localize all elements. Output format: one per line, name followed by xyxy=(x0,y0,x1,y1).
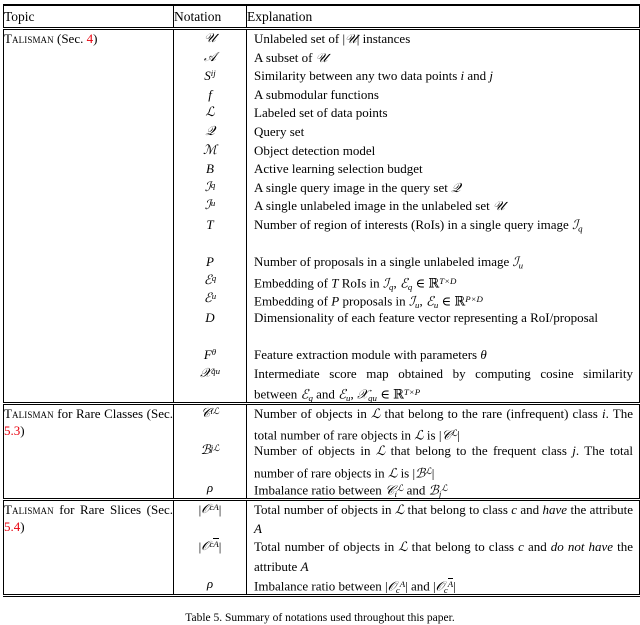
notation-symbol: 𝒳 qu xyxy=(199,365,220,381)
section-reference-link[interactable]: 4 xyxy=(86,31,94,46)
explanation-text: Number of proposals in a single unlabeled image ℐ$_u$ xyxy=(254,254,524,271)
explanation-text: Active learning selection budget xyxy=(254,161,423,177)
notation-table xyxy=(3,4,640,597)
table-bottom-rule-row xyxy=(4,595,640,597)
explanation-text: A subset of 𝒰 xyxy=(254,49,328,66)
topic-cell-rare-slices xyxy=(4,499,174,595)
table-section-rare-slices xyxy=(4,499,640,595)
explanation-text: Imbalance ratio between 𝒞$_i^ℒ$ and ℬ$_j^ℒ$ xyxy=(254,482,448,500)
notation-symbol: ρ xyxy=(206,576,214,592)
notation-symbol: B xyxy=(206,161,214,177)
explanation-text: Total number of objects in ℒ that belong to class c and do not have the attribute A xyxy=(254,539,633,574)
explanation-cell-rare-classes xyxy=(247,403,640,499)
table-section-talisman xyxy=(4,29,640,404)
topic-label-mid: (Sec. xyxy=(53,31,87,46)
notation-symbol: 𝒜 xyxy=(203,49,217,65)
topic-label-name: Talisman xyxy=(4,405,54,421)
topic-label-name: Talisman xyxy=(4,501,54,517)
section-reference-link[interactable]: 5.3 xyxy=(4,422,21,438)
notation-symbol: ℐ q xyxy=(204,179,216,195)
table-caption: Table 5. Summary of notations used throughout this paper. xyxy=(185,612,455,624)
explanation-text: A single unlabeled image in the unlabeled set 𝒰 xyxy=(254,198,505,215)
explanation-cell-rare-slices xyxy=(247,499,640,595)
notation-symbol: S $^{ij}$ xyxy=(204,68,216,84)
notation-symbol: ℒ xyxy=(205,105,215,121)
topic-cell-rare-classes xyxy=(4,403,174,499)
paper-page xyxy=(0,4,640,624)
table-bottom-rule xyxy=(4,595,640,597)
notation-symbol: ℰ q xyxy=(203,272,217,288)
topic-label-mid: for Rare Slices (Sec. xyxy=(53,501,173,517)
notation-symbol: 𝒰 xyxy=(204,31,216,46)
explanation-text: Similarity between any two data points i and j xyxy=(254,68,494,84)
table-header xyxy=(4,5,640,29)
notation-symbol: ℬ j ℒ xyxy=(200,443,220,459)
table-section-rare-classes xyxy=(4,403,640,499)
topic-label-name: Talisman xyxy=(4,31,54,46)
notation-symbol: | 𝒪 c A | xyxy=(198,501,222,517)
explanation-text: Imbalance ratio between |𝒪$_c^A$| and |𝒪$_c^A$| xyxy=(254,578,456,596)
explanation-text: Total number of objects in ℒ that belong to class c and have the attribute A xyxy=(254,501,633,537)
notation-symbol: F $^\theta$ xyxy=(203,347,217,363)
explanation-text: Number of objects in ℒ that belong to the rare (infrequent) class i. The total number of rare objects in ℒ is |𝒞$^ℒ$| xyxy=(254,405,633,445)
explanation-text: Embedding of P proposals in ℐ$_u$, ℰ$_u$ ∈ ℝ$^{P\times D}$ xyxy=(254,294,483,311)
topic-cell-talisman xyxy=(4,29,174,404)
notation-symbol: ρ xyxy=(206,480,214,496)
notation-symbol: ℐ u xyxy=(204,198,216,214)
notation-symbol: | 𝒪 c A | xyxy=(198,539,222,555)
column-header-notation: Notation xyxy=(174,5,247,29)
notation-symbol: ℰ u xyxy=(203,291,217,307)
column-header-explanation: Explanation xyxy=(247,5,640,29)
table-header-row xyxy=(4,5,640,29)
notation-symbol: 𝒬 xyxy=(205,123,215,139)
explanation-text: A single query image in the query set 𝒬 xyxy=(254,179,461,196)
notation-symbol: 𝒞 i ℒ xyxy=(200,405,220,421)
notation-cell-rare-classes xyxy=(174,403,247,499)
notation-cell-talisman xyxy=(174,29,247,404)
notation-symbol: T xyxy=(206,216,214,232)
notation-symbol: P xyxy=(206,254,214,270)
notation-symbol: f xyxy=(208,86,212,102)
explanation-text: Dimensionality of each feature vector representing a RoI/proposal xyxy=(254,309,599,325)
explanation-text: Object detection model xyxy=(254,142,376,158)
notation-symbol: ℳ xyxy=(203,142,217,158)
explanation-text: Labeled set of data points xyxy=(254,105,388,121)
explanation-cell-talisman xyxy=(247,29,640,404)
explanation-text: Query set xyxy=(254,123,305,139)
notation-cell-rare-slices xyxy=(174,499,247,595)
topic-label-post: ) xyxy=(20,518,25,534)
section-reference-link[interactable]: 5.4 xyxy=(4,518,21,534)
explanation-text: Feature extraction module with parameters θ xyxy=(254,347,487,363)
explanation-text: Number of objects in ℒ that belong to the frequent class j. The total number of rare objects in ℒ is |ℬ$^ℒ$| xyxy=(254,443,633,482)
explanation-text: A submodular functions xyxy=(254,86,379,102)
explanation-text: Unlabeled set of |𝒰| instances xyxy=(254,31,411,47)
topic-label-post: ) xyxy=(93,31,98,46)
topic-label-mid: for Rare Classes (Sec. xyxy=(53,405,173,421)
notation-symbol: D xyxy=(205,309,215,325)
column-header-topic: Topic xyxy=(4,5,174,29)
table-body xyxy=(4,29,640,597)
explanation-text: Number of region of interests (RoIs) in a single query image ℐ$_q$ xyxy=(254,216,583,234)
explanation-text: Intermediate score map obtained by computing cosine similarity between ℰ$_q$ and ℰ$_u$, 𝒳$_{qu}$ ∈ ℝ$^{T\times P}$ xyxy=(254,365,633,404)
explanation-text: Embedding of T RoIs in ℐ$_q$, ℰ$_q$ ∈ ℝ$^{T\times D}$ xyxy=(254,275,457,292)
topic-label-post: ) xyxy=(20,422,25,438)
